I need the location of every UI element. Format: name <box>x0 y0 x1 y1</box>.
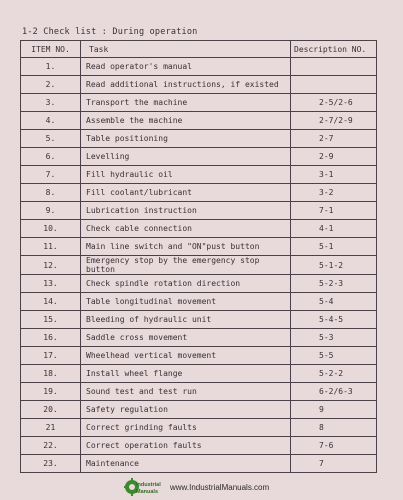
table-row <box>21 238 377 256</box>
description-number-cell: 5-1 <box>291 238 377 256</box>
description-number-cell: 4-1 <box>291 220 377 238</box>
task-cell: Table longitudinal movement <box>81 293 291 311</box>
task-cell: Lubrication instruction <box>81 202 291 220</box>
table-row <box>21 311 377 329</box>
item-number-cell: 1. <box>21 58 81 76</box>
svg-text:Industrial: Industrial <box>136 482 161 488</box>
description-number-cell: 5-3 <box>291 329 377 347</box>
item-number-cell: 18. <box>21 365 81 383</box>
task-cell: Sound test and test run <box>81 383 291 401</box>
description-number-cell: 3-1 <box>291 166 377 184</box>
item-number-cell: 9. <box>21 202 81 220</box>
task-cell: Bleeding of hydraulic unit <box>81 311 291 329</box>
task-cell: Transport the machine <box>81 94 291 112</box>
description-number-cell: 9 <box>291 401 377 419</box>
table-row <box>21 455 377 473</box>
column-header-description-no: Description NO. <box>291 41 377 58</box>
description-number-cell: 7-1 <box>291 202 377 220</box>
task-cell: Table positioning <box>81 130 291 148</box>
description-number-cell: 5-2-3 <box>291 275 377 293</box>
table-row <box>21 347 377 365</box>
description-number-cell: 5-2-2 <box>291 365 377 383</box>
task-cell: Check cable connection <box>81 220 291 238</box>
item-number-cell: 12. <box>21 256 81 275</box>
industrial-manuals-logo <box>124 478 164 496</box>
description-number-cell: 7-6 <box>291 437 377 455</box>
description-number-cell: 5-4 <box>291 293 377 311</box>
item-number-cell: 5. <box>21 130 81 148</box>
task-cell: Main line switch and "ON"pust button <box>81 238 291 256</box>
item-number-cell: 16. <box>21 329 81 347</box>
table-row <box>21 329 377 347</box>
description-number-cell: 2-5/2-6 <box>291 94 377 112</box>
description-number-cell <box>291 76 377 94</box>
item-number-cell: 19. <box>21 383 81 401</box>
item-number-cell: 14. <box>21 293 81 311</box>
checklist-table <box>20 40 377 473</box>
task-cell: Check spindle rotation direction <box>81 275 291 293</box>
table-row <box>21 383 377 401</box>
description-number-cell: 5-5 <box>291 347 377 365</box>
column-header-item-no: ITEM NO. <box>21 41 81 58</box>
description-number-cell: 5-4-5 <box>291 311 377 329</box>
item-number-cell: 4. <box>21 112 81 130</box>
table-row <box>21 94 377 112</box>
description-number-cell: 5-1-2 <box>291 256 377 275</box>
item-number-cell: 3. <box>21 94 81 112</box>
description-number-cell: 2-9 <box>291 148 377 166</box>
task-cell: Fill hydraulic oil <box>81 166 291 184</box>
task-cell: Levelling <box>81 148 291 166</box>
table-row <box>21 220 377 238</box>
table-row <box>21 112 377 130</box>
task-cell: Saddle cross movement <box>81 329 291 347</box>
item-number-cell: 10. <box>21 220 81 238</box>
task-cell: Read additional instructions, if existed <box>81 76 291 94</box>
table-row <box>21 365 377 383</box>
item-number-cell: 23. <box>21 455 81 473</box>
description-number-cell: 2-7 <box>291 130 377 148</box>
task-cell: Correct operation faults <box>81 437 291 455</box>
table-row <box>21 148 377 166</box>
task-cell: Read operator's manual <box>81 58 291 76</box>
item-number-cell: 22. <box>21 437 81 455</box>
description-number-cell: 6-2/6-3 <box>291 383 377 401</box>
table-row <box>21 401 377 419</box>
table-row <box>21 293 377 311</box>
item-number-cell: 11. <box>21 238 81 256</box>
svg-text:Manuals: Manuals <box>136 489 159 495</box>
table-row <box>21 58 377 76</box>
table-row <box>21 256 377 275</box>
item-number-cell: 6. <box>21 148 81 166</box>
item-number-cell: 8. <box>21 184 81 202</box>
table-row <box>21 202 377 220</box>
description-number-cell: 2-7/2-9 <box>291 112 377 130</box>
item-number-cell: 17. <box>21 347 81 365</box>
task-cell: Install wheel flange <box>81 365 291 383</box>
task-cell: Correct grinding faults <box>81 419 291 437</box>
table-row <box>21 184 377 202</box>
table-row <box>21 130 377 148</box>
task-cell: Fill coolant/lubricant <box>81 184 291 202</box>
item-number-cell: 20. <box>21 401 81 419</box>
column-header-task: Task <box>81 41 291 58</box>
description-number-cell: 8 <box>291 419 377 437</box>
task-cell: Assemble the machine <box>81 112 291 130</box>
footer <box>124 478 269 496</box>
table-row <box>21 76 377 94</box>
table-row <box>21 166 377 184</box>
table-header-row <box>21 41 377 58</box>
item-number-cell: 7. <box>21 166 81 184</box>
item-number-cell: 21 <box>21 419 81 437</box>
task-cell: Safety regulation <box>81 401 291 419</box>
item-number-cell: 2. <box>21 76 81 94</box>
table-row <box>21 275 377 293</box>
table-row <box>21 419 377 437</box>
item-number-cell: 13. <box>21 275 81 293</box>
description-number-cell <box>291 58 377 76</box>
website-url: www.IndustrialManuals.com <box>170 482 270 492</box>
item-number-cell: 15. <box>21 311 81 329</box>
task-cell: Emergency stop by the emergency stop button <box>81 256 291 275</box>
page-heading: 1-2 Check list : During operation <box>22 27 198 37</box>
description-number-cell: 3-2 <box>291 184 377 202</box>
table-row <box>21 437 377 455</box>
task-cell: Maintenance <box>81 455 291 473</box>
description-number-cell: 7 <box>291 455 377 473</box>
task-cell: Wheelhead vertical movement <box>81 347 291 365</box>
